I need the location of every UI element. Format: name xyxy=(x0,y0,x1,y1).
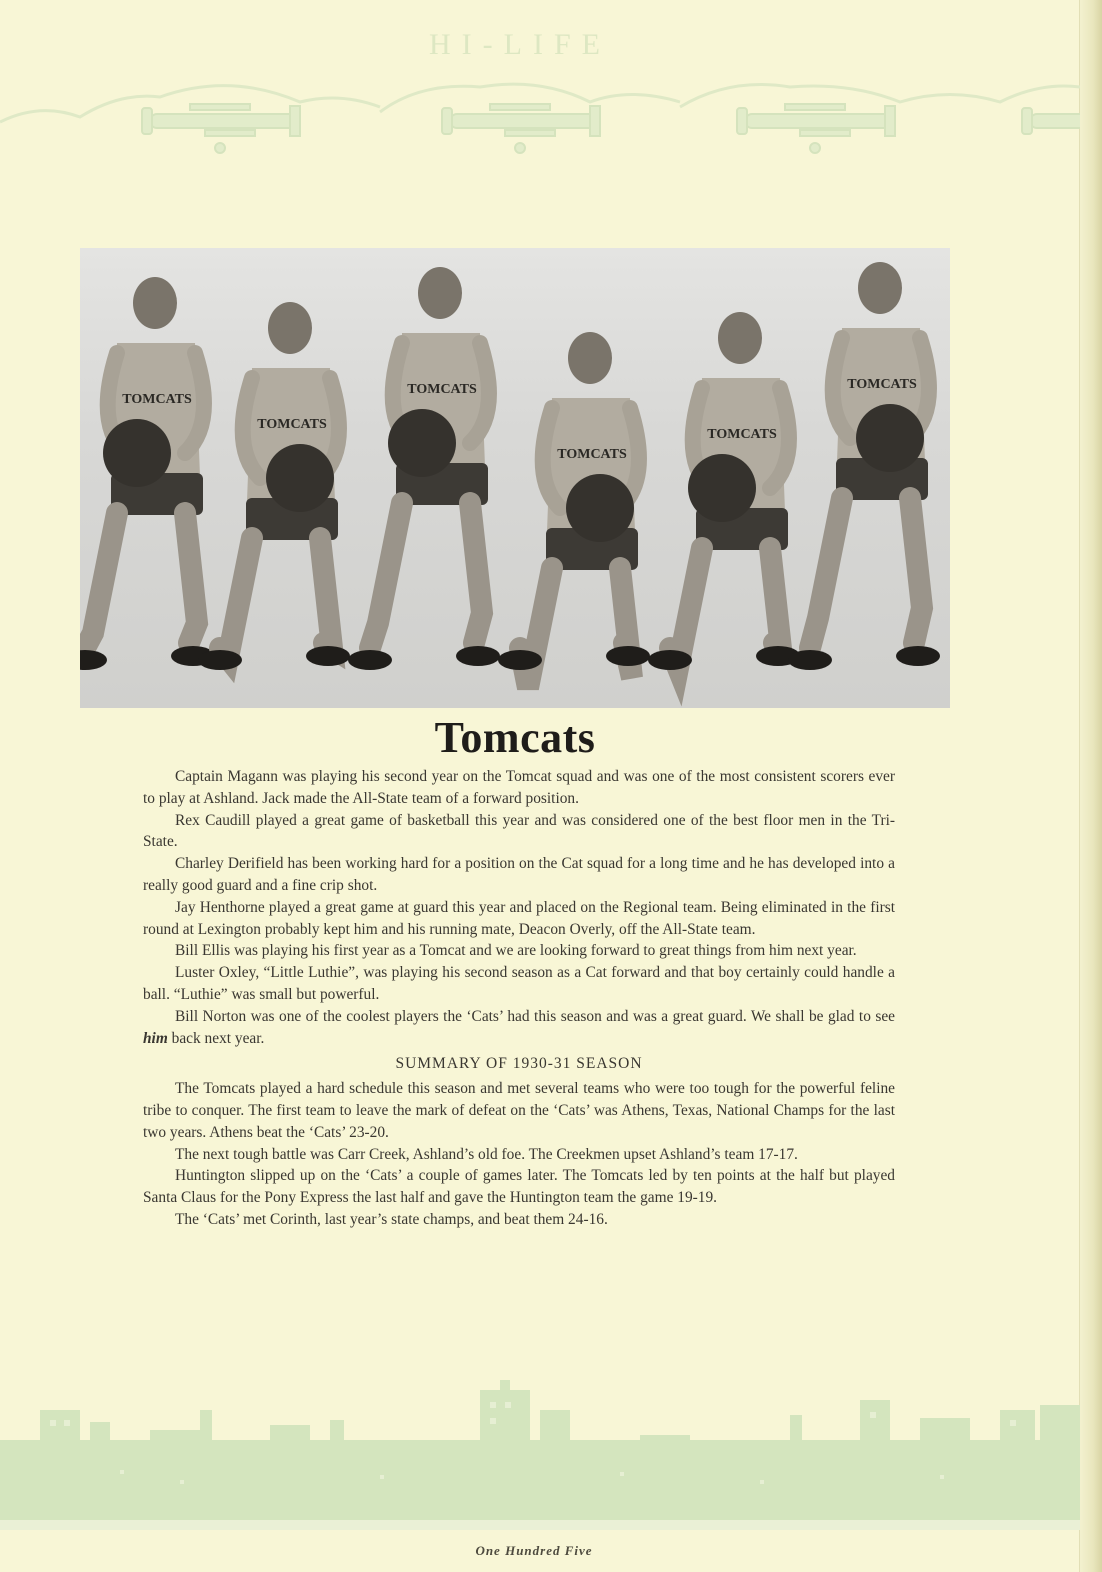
jersey-lettering: TOMCATS xyxy=(557,447,627,462)
paragraph-magann: Captain Magann was playing his second year on the Tomcat squad and was one of the most consistent scorers ever to play at Ashland. Jack made the All-State team of a forward position. xyxy=(143,768,895,807)
norton-text-after: back next year. xyxy=(167,1029,265,1047)
norton-text-before: Bill Norton was one of the coolest players the ‘Cats’ had this season and was a great guard. We shall be glad to see xyxy=(175,1007,895,1025)
running-title: HI-LIFE xyxy=(429,28,611,61)
player-figure xyxy=(648,312,800,670)
summary-paragraph-carr-creek: The next tough battle was Carr Creek, Ashland’s old foe. The Creekmen upset Ashland’s team 17-17. xyxy=(175,1145,798,1163)
paragraph-ellis: Bill Ellis was playing his first year as a Tomcat and we are looking forward to great things from him next year. xyxy=(175,942,857,960)
player-figure xyxy=(80,277,215,670)
player-figure xyxy=(498,332,650,688)
summary-paragraph-athens: The Tomcats played a hard schedule this season and met several teams who were too tough for the powerful feline tribe to conquer. The first team to leave the mark of defeat on the ‘Cats’ was Athens, Texas, National Champs for the last two years. Athens beat the ‘Cats’ 23-20. xyxy=(143,1080,895,1141)
article-title: Tomcats xyxy=(434,713,596,762)
summary-paragraph-corinth: The ‘Cats’ met Corinth, last year’s state champs, and beat them 24-16. xyxy=(175,1210,608,1228)
jersey-lettering: TOMCATS xyxy=(847,377,917,392)
airplane-banner-icon xyxy=(0,62,1080,162)
team-photo xyxy=(80,248,950,708)
paragraph-henthorne: Jay Henthorne played a great game at guard this year and placed on the Regional team. Being eliminated in the first round at Lexington probably kept him and his running mate, Deacon Overly, off the All-State team. xyxy=(143,898,895,938)
paragraph-oxley: Luster Oxley, “Little Luthie”, was playing his second season as a Cat forward and that boy certainly could handle a ball. “Luthie” was small but powerful. xyxy=(143,964,895,1003)
page-edge xyxy=(1079,0,1102,1572)
city-skyline-icon xyxy=(0,1380,1080,1530)
player-figure xyxy=(788,262,940,670)
page-number: One Hundred Five xyxy=(475,1543,593,1558)
article-body xyxy=(143,766,895,1231)
paragraph-derifield: Charley Derifield has been working hard for a position on the Cat squad for a long time and he has developed into a really good guard and a fine crip shot. xyxy=(143,855,895,894)
norton-emphasis: him xyxy=(143,1029,168,1047)
player-figure xyxy=(348,267,500,670)
jersey-lettering: TOMCATS xyxy=(707,427,777,442)
team-photo-image xyxy=(80,248,950,708)
jersey-lettering: TOMCATS xyxy=(257,417,327,432)
player-figure xyxy=(198,302,350,670)
jersey-lettering: TOMCATS xyxy=(407,382,477,397)
paragraph-caudill: Rex Caudill played a great game of basketball this year and was considered one of the best floor men in the Tri-State. xyxy=(143,811,895,851)
summary-heading: SUMMARY OF 1930-31 SEASON xyxy=(395,1055,643,1073)
paragraph-norton xyxy=(143,1006,895,1050)
summary-paragraph-huntington: Huntington slipped up on the ‘Cats’ a couple of games later. The Tomcats led by ten points at the half but played Santa Claus for the Pony Express the last half and gave the Huntington team the game 19-19. xyxy=(143,1167,895,1207)
jersey-lettering: TOMCATS xyxy=(122,392,192,407)
